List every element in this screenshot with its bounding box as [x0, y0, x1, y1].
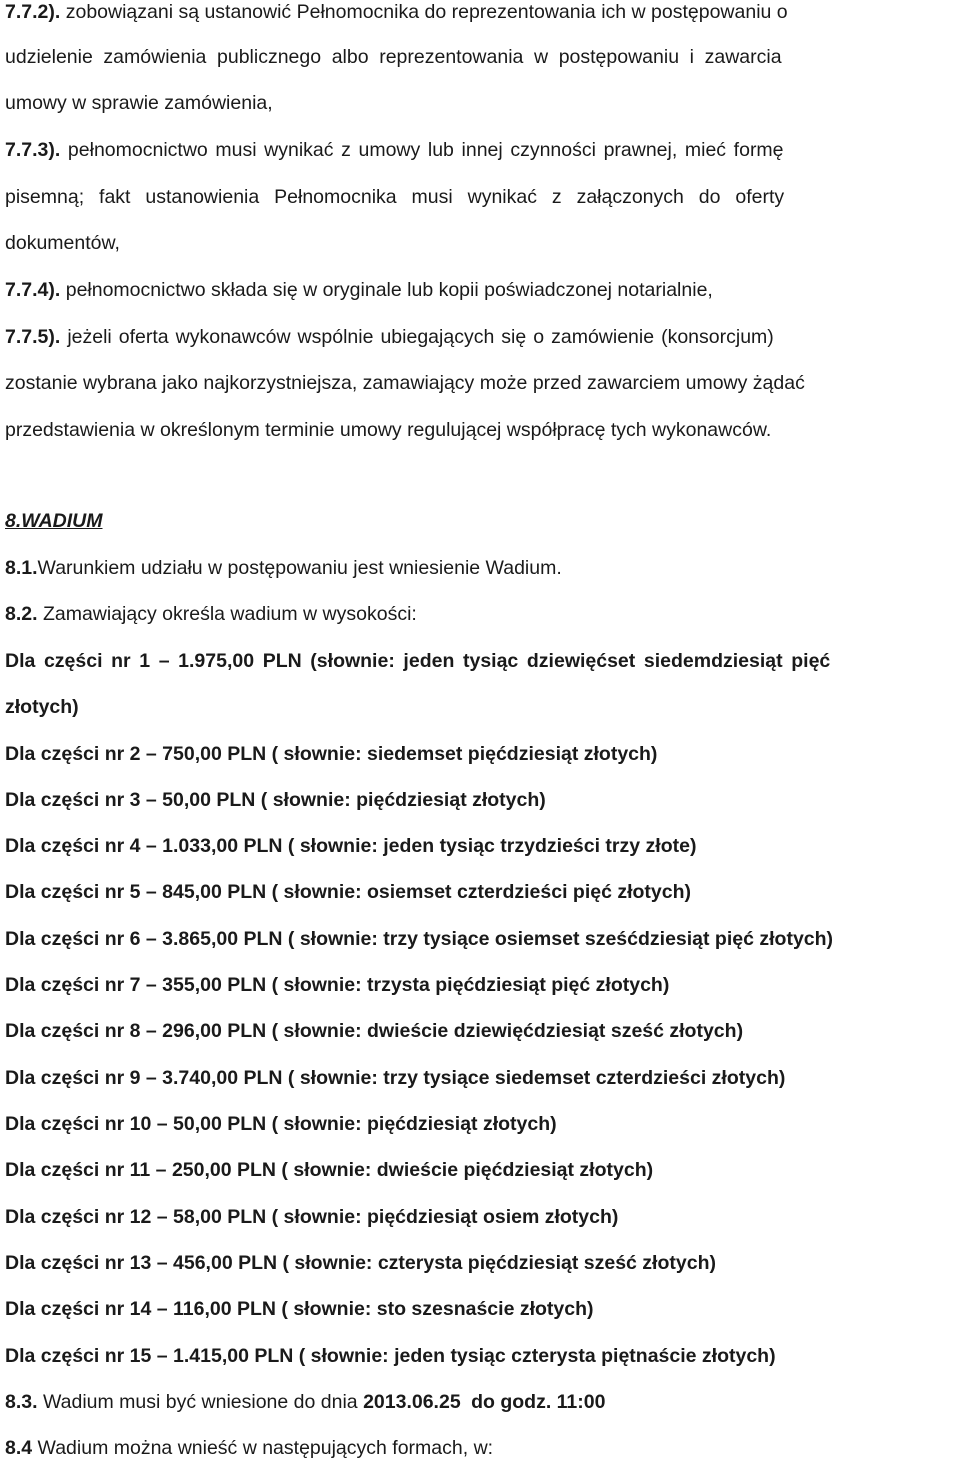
wadium-part-7: Dla części nr 7 – 355,00 PLN ( słownie: trzysta pięćdziesiąt pięć złotych) — [5, 974, 670, 996]
wadium-part-4: Dla części nr 4 – 1.033,00 PLN ( słownie: jeden tysiąc trzydzieści trzy złote) — [5, 835, 697, 857]
wadium-part-3: Dla części nr 3 – 50,00 PLN ( słownie: pięćdziesiąt złotych) — [5, 789, 546, 811]
wadium-part-2: Dla części nr 2 – 750,00 PLN ( słownie: siedemset pięćdziesiąt złotych) — [5, 743, 658, 765]
wadium-part-1-line-2: złotych) — [5, 696, 79, 718]
sec-7-7-2-number: 7.7.2). — [5, 1, 61, 23]
section-8-3-text: Wadium musi być wniesione do dnia — [42, 1391, 358, 1413]
section-8-3-number: 8.3. — [5, 1391, 38, 1413]
wadium-part-14: Dla części nr 14 – 116,00 PLN ( słownie: sto szesnaście złotych) — [5, 1298, 594, 1320]
section-8-2-text: Zamawiający określa wadium w wysokości: — [42, 603, 417, 625]
section-8-2 — [5, 602, 960, 626]
sec-7-7-5-line-1 — [5, 325, 960, 349]
wadium-part-8: Dla części nr 8 – 296,00 PLN ( słownie: dwieście dziewięćdziesiąt sześć złotych) — [5, 1020, 744, 1042]
sec-7-7-2-line-3: umowy w sprawie zamówienia, — [5, 92, 273, 114]
sec-7-7-3-line-3: dokumentów, — [5, 232, 120, 254]
wadium-part-15: Dla części nr 15 – 1.415,00 PLN ( słownie: jeden tysiąc czterysta piętnaście złotych) — [5, 1345, 776, 1367]
wadium-part-10: Dla części nr 10 – 50,00 PLN ( słownie: pięćdziesiąt złotych) — [5, 1113, 557, 1135]
sec-7-7-5-line-2: zostanie wybrana jako najkorzystniejsza, zamawiający może przed zawarciem umowy żądać — [5, 372, 805, 394]
section-8-4 — [5, 1436, 960, 1460]
sec-7-7-3-line-1 — [5, 138, 960, 162]
section-8-1-number: 8.1. — [5, 557, 38, 579]
section-8-3 — [5, 1390, 960, 1414]
section-8-4-text: Wadium można wnieść w następujących formach, w: — [37, 1437, 494, 1459]
sec-7-7-4-number: 7.7.4). — [5, 279, 61, 301]
sec-7-7-2-text-1: zobowiązani są ustanowić Pełnomocnika do reprezentowania ich w postępowaniu o — [65, 1, 788, 23]
wadium-part-13: Dla części nr 13 – 456,00 PLN ( słownie: czterysta pięćdziesiąt sześć złotych) — [5, 1252, 716, 1274]
wadium-part-11: Dla części nr 11 – 250,00 PLN ( słownie: dwieście pięćdziesiąt złotych) — [5, 1159, 654, 1181]
wadium-part-12: Dla części nr 12 – 58,00 PLN ( słownie: pięćdziesiąt osiem złotych) — [5, 1206, 619, 1228]
section-8-3-time: do godz. 11:00 — [471, 1391, 606, 1413]
sec-7-7-4-text-1: pełnomocnictwo składa się w oryginale lub kopii poświadczonej notarialnie, — [65, 279, 713, 301]
section-8-1 — [5, 556, 960, 580]
sec-7-7-3-text-1: pełnomocnictwo musi wynikać z umowy lub innej czynności prawnej, mieć formę — [67, 139, 784, 161]
sec-7-7-5-text-1: jeżeli oferta wykonawców wspólnie ubiegających się o zamówienie (konsorcjum) — [67, 326, 774, 348]
wadium-part-9: Dla części nr 9 – 3.740,00 PLN ( słownie: trzy tysiące siedemset czterdzieści złotych) — [5, 1067, 786, 1089]
section-8-heading: 8.WADIUM — [5, 510, 103, 532]
sec-7-7-3-line-2: pisemną; fakt ustanowienia Pełnomocnika musi wynikać z załączonych do oferty — [5, 186, 785, 208]
section-8-1-text: Warunkiem udziału w postępowaniu jest wniesienie Wadium. — [37, 557, 562, 579]
sec-7-7-2-line-1 — [5, 0, 960, 24]
sec-7-7-5-line-3: przedstawienia w określonym terminie umowy regulującej współpracę tych wykonawców. — [5, 419, 772, 441]
section-8-3-date: 2013.06.25 — [363, 1391, 461, 1413]
wadium-part-5: Dla części nr 5 – 845,00 PLN ( słownie: osiemset czterdzieści pięć złotych) — [5, 881, 692, 903]
sec-7-7-3-number: 7.7.3). — [5, 139, 61, 161]
wadium-part-1-line-1: Dla części nr 1 – 1.975,00 PLN (słownie: jeden tysiąc dziewięćset siedemdziesiąt pięć — [5, 650, 831, 672]
wadium-part-6: Dla części nr 6 – 3.865,00 PLN ( słownie: trzy tysiące osiemset sześćdziesiąt pięć złotych) — [5, 928, 834, 950]
section-8-2-number: 8.2. — [5, 603, 38, 625]
sec-7-7-4-line-1 — [5, 278, 960, 302]
sec-7-7-2-line-2: udzielenie zamówienia publicznego albo reprezentowania w postępowaniu i zawarcia — [5, 46, 782, 68]
sec-7-7-5-number: 7.7.5). — [5, 326, 61, 348]
section-8-4-number: 8.4 — [5, 1437, 33, 1459]
